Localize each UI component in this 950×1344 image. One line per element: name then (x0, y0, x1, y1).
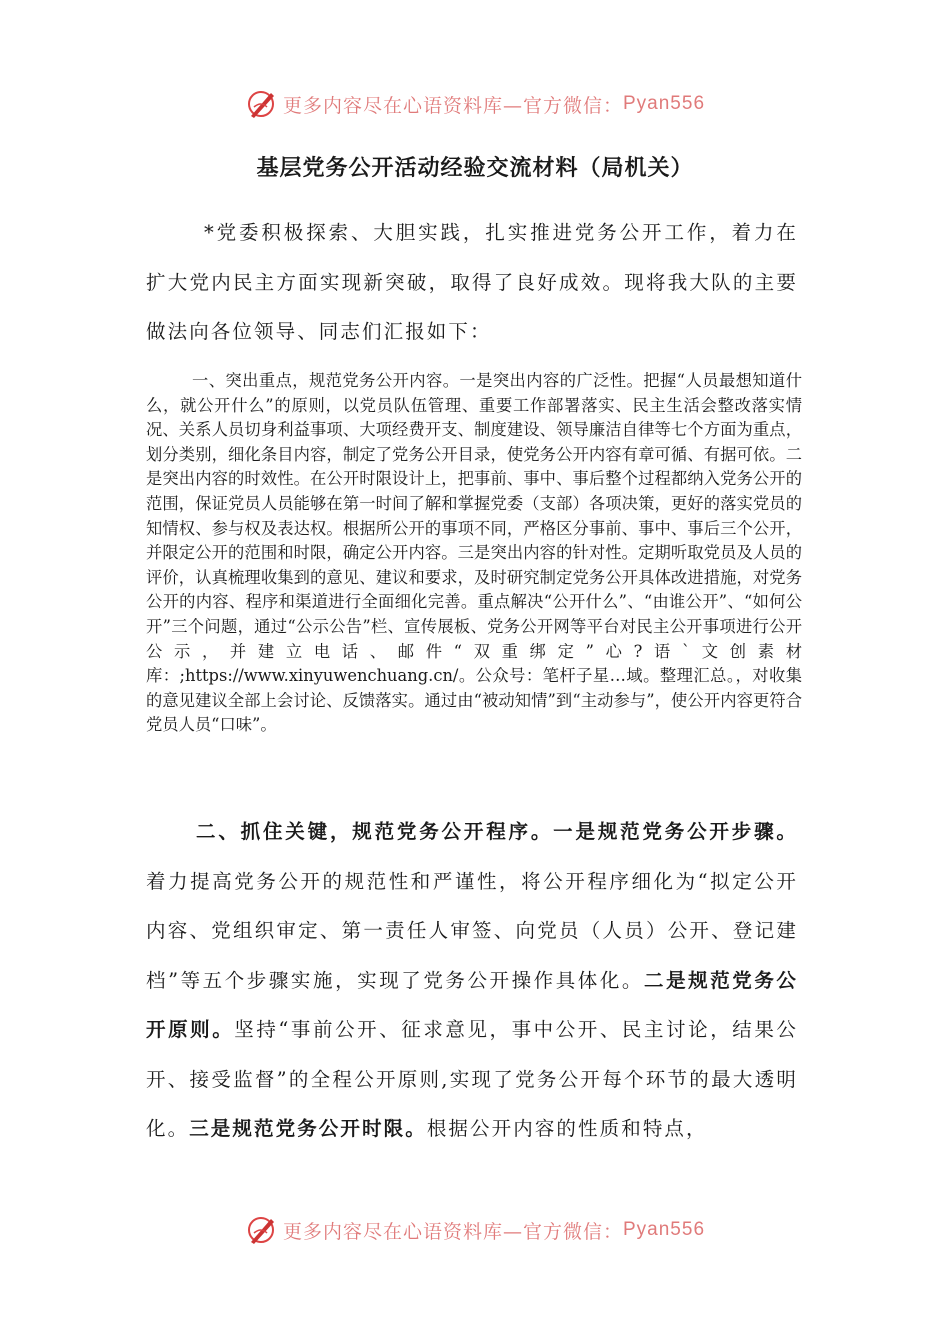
section2-paragraph (146, 807, 798, 1154)
intro-paragraph: *党委积极探索、大胆实践，扎实推进党务公开工作，着力在扩大党内民主方面实现新突破，取得了良好成效。现将我大队的主要做法向各位领导、同志们汇报如下： (146, 221, 798, 343)
header-banner (0, 84, 950, 124)
pen-logo-icon (245, 1213, 279, 1247)
section1-paragraph: 一、突出重点，规范党务公开内容。一是突出内容的广泛性。把握“人员最想知道什么，就公开什么”的原则，以党员队伍管理、重要工作部署落实、民主生活会整改落实情况、关系人员切身利益事项、大项经费开支、制度建设、领导廉洁自律等七个方面为重点，划分类别，细化条目内容，制定了党务公开目录，使党务公开内容有章可循、有据可依。二是突出内容的时效性。在公开时限设计上，把事前、事中、事后整个过程都纳入党务公开的范围，保证党员人员能够在第一时间了解和掌握党委（支部）各项决策，更好的落实党员的知情权、参与权及表达权。根据所公开的事项不同，严格区分事前、事中、事后三个公开，并限定公开的范围和时限，确定公开内容。三是突出内容的针对性。定期听取党员及人员的评价，认真梳理收集到的意见、建议和要求，及时研究制定党务公开具体改进措施，对党务公开的内容、程序和渠道进行全面细化完善。重点解决“公开什么”、“由谁公开”、“如何公开”三个问题，通过“公示公告”栏、宣传展板、党务公开网等平台对民主公开事项进行公开公示，并建立电话、邮件“双重绑定”心?语`文创素材库：;https://www.xinyuwenchuang.cn/。公众号：笔杆子星…域。整理汇总。，对收集的意见建议全部上会讨论、反馈落实。通过由“被动知情”到“主动参与”，使公开内容更符合党员人员“口味”。 (146, 371, 802, 735)
section2-text-2: 坚持“事前公开、征求意见，事中公开、民主讨论，结果公开、接受监督”的全程公开原则,实现了党务公开每个环节的最大透明化。 (146, 1018, 798, 1140)
section2-text-3: 根据公开内容的性质和特点， (426, 1117, 708, 1140)
banner-wechat-id: Pyan556 (623, 93, 706, 114)
document-title: 基层党务公开活动经验交流材料（局机关） (256, 156, 694, 181)
banner-text: 更多内容尽在心语资料库—官方微信： (282, 1220, 623, 1243)
banner-wechat-id: Pyan556 (623, 1219, 706, 1240)
pen-logo-icon (245, 87, 279, 121)
section2-text-1: 着力提高党务公开的规范性和严谨性，将公开程序细化为“拟定公开内容、党组织审定、第一责任人审签、向党员（人员）公开、登记建档”等五个步骤实施，实现了党务公开操作具体化。 (146, 869, 798, 992)
section2-heading: 二、抓住关键，规范党务公开程序。一是规范党务公开步骤。 (196, 820, 798, 843)
section2-bold-3: 三是规范党务公开时限。 (189, 1117, 427, 1140)
banner-text: 更多内容尽在心语资料库—官方微信： (282, 94, 623, 117)
footer-banner (0, 1210, 950, 1250)
section2-bold-2: 二是规范党务公开原则。 (146, 968, 798, 1041)
